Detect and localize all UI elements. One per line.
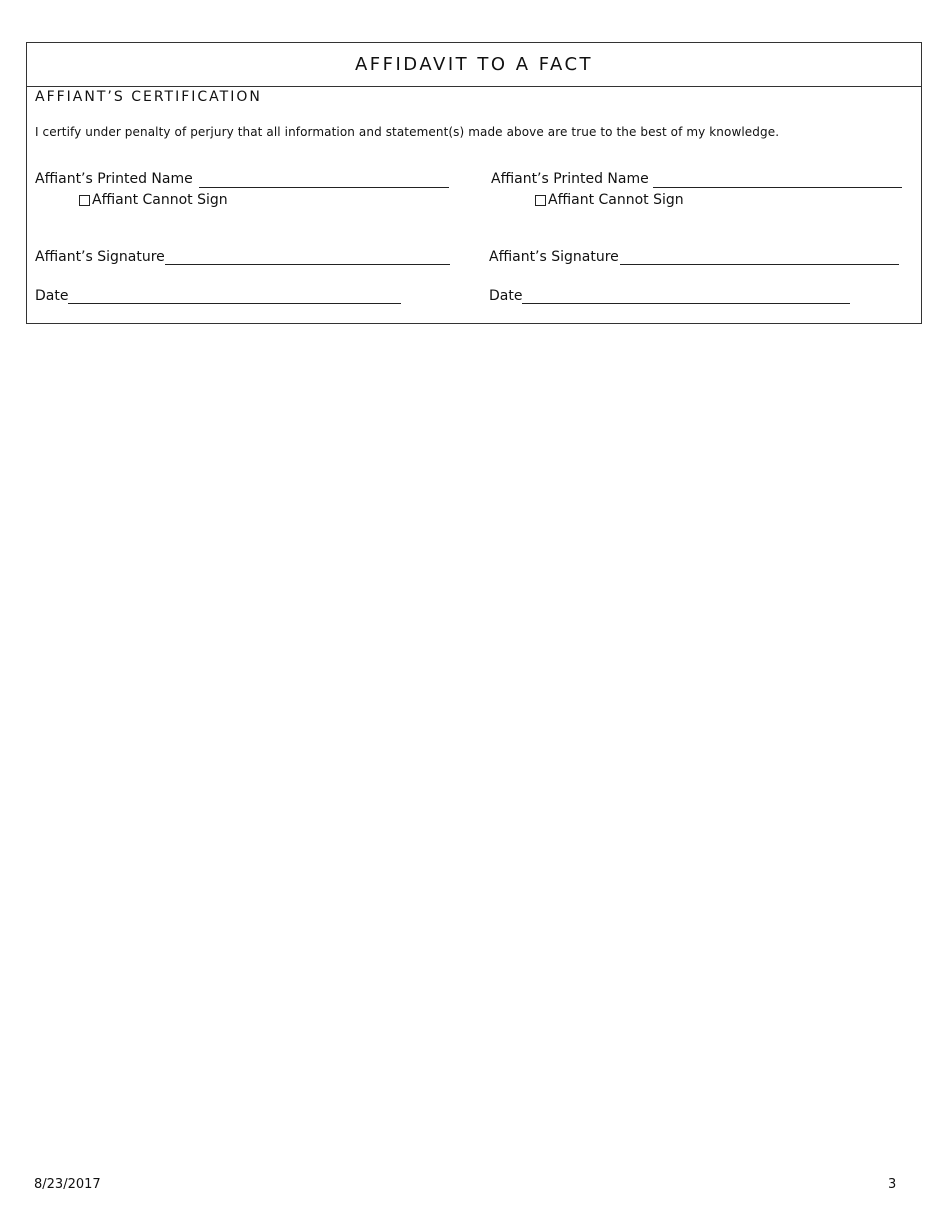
footer-date: 8/23/2017: [34, 1177, 101, 1192]
printed-name-label-2: Affiant’s Printed Name: [491, 171, 649, 187]
certification-statement: I certify under penalty of perjury that all information and statement(s) made above are true to the best of my knowledge.: [35, 125, 780, 139]
affidavit-form: [26, 42, 922, 324]
date-label-1: Date: [35, 288, 69, 304]
date-field-2[interactable]: [522, 303, 850, 304]
cannot-sign-label-2: Affiant Cannot Sign: [548, 192, 684, 208]
date-label-2: Date: [489, 288, 523, 304]
cannot-sign-checkbox-2[interactable]: [535, 195, 546, 206]
signature-label-1: Affiant’s Signature: [35, 249, 165, 265]
cannot-sign-option-1[interactable]: [79, 190, 228, 210]
date-field-1[interactable]: [68, 303, 401, 304]
cannot-sign-label-1: Affiant Cannot Sign: [92, 192, 228, 208]
cannot-sign-option-2[interactable]: [535, 190, 684, 210]
form-title: AFFIDAVIT TO A FACT: [27, 43, 921, 87]
printed-name-field-2[interactable]: [653, 187, 902, 188]
signature-label-2: Affiant’s Signature: [489, 249, 619, 265]
signature-field-1[interactable]: [165, 264, 450, 265]
page-number: 3: [888, 1177, 897, 1192]
section-heading: AFFIANT’S CERTIFICATION: [35, 89, 262, 105]
printed-name-label-1: Affiant’s Printed Name: [35, 171, 193, 187]
printed-name-field-1[interactable]: [199, 187, 449, 188]
signature-field-2[interactable]: [620, 264, 899, 265]
cannot-sign-checkbox-1[interactable]: [79, 195, 90, 206]
